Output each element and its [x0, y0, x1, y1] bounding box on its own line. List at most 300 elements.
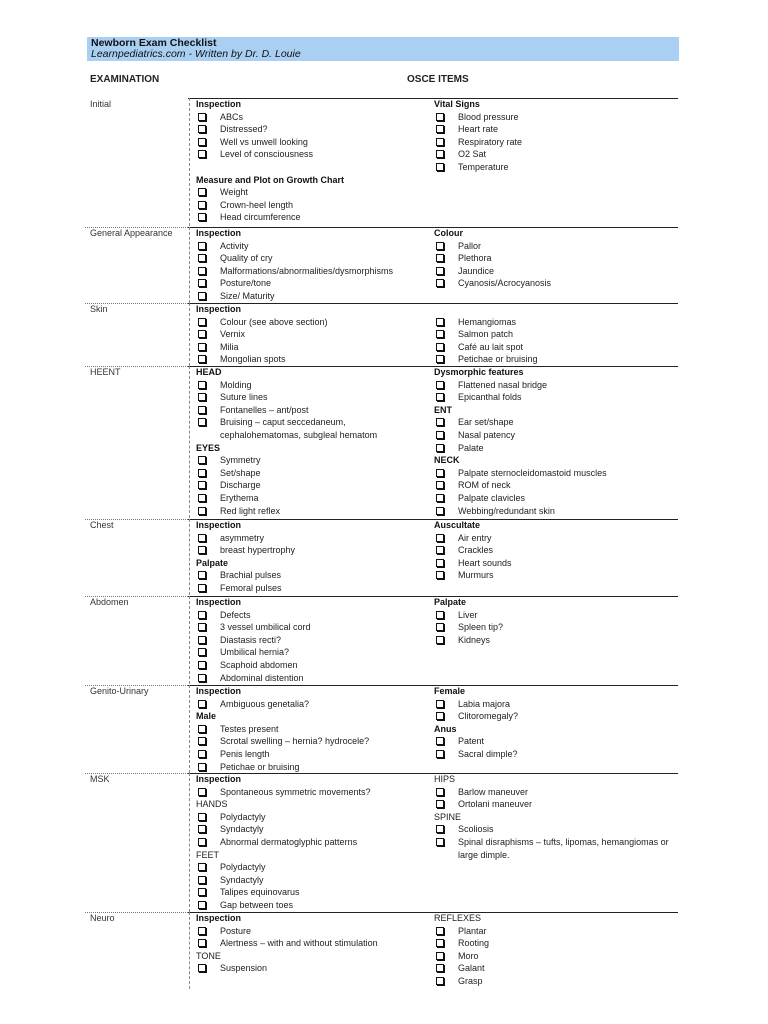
- subsection-label: SPINE: [434, 811, 462, 822]
- checkbox-icon[interactable]: [198, 113, 206, 121]
- checkbox-icon[interactable]: [198, 534, 206, 542]
- checklist-item[interactable]: [196, 748, 369, 761]
- checklist-item-label: Jaundice: [458, 265, 495, 276]
- checkbox-icon[interactable]: [198, 901, 206, 909]
- checkbox-icon[interactable]: [198, 343, 206, 351]
- subsection-label: HIPS: [434, 774, 456, 784]
- checklist-item-label: Moro: [458, 950, 479, 961]
- checklist-item-label: Blood pressure: [458, 111, 519, 122]
- checkbox-icon[interactable]: [198, 318, 206, 326]
- column-separator: [189, 366, 190, 518]
- checklist-item[interactable]: [434, 416, 674, 429]
- checklist-item[interactable]: [434, 786, 674, 799]
- checklist-item[interactable]: [196, 341, 328, 354]
- osce-column: [434, 303, 674, 366]
- checklist-item-label: Bruising – caput seccedaneum,: [220, 417, 346, 428]
- checklist-item[interactable]: [196, 379, 377, 392]
- checklist-item-label: Vernix: [220, 329, 246, 340]
- checkbox-icon[interactable]: [436, 150, 444, 158]
- checklist-item-label: Erythema: [220, 492, 259, 503]
- examination-column: [196, 685, 369, 773]
- document-header: [87, 37, 679, 61]
- checkbox-icon[interactable]: [198, 725, 206, 733]
- subsection-heading: EYES: [196, 442, 221, 453]
- checklist-item-label: Air entry: [458, 532, 492, 543]
- checkbox-icon[interactable]: [198, 750, 206, 758]
- checklist-item[interactable]: [196, 532, 295, 545]
- checkbox-icon[interactable]: [198, 201, 206, 209]
- checklist-item[interactable]: [434, 379, 674, 392]
- checklist-item-label: Café au lait spot: [458, 341, 524, 352]
- osce-column: [434, 912, 674, 988]
- checklist-item-label: Flattened nasal bridge: [458, 379, 548, 390]
- checklist-item-label: Plethora: [458, 253, 492, 264]
- checklist-item-label: Discharge: [220, 480, 261, 491]
- checkbox-icon[interactable]: [436, 381, 444, 389]
- checklist-item[interactable]: [196, 874, 371, 887]
- checkbox-icon[interactable]: [198, 242, 206, 250]
- checklist-item[interactable]: [434, 710, 674, 723]
- checkbox-icon[interactable]: [436, 393, 444, 401]
- column-separator: [189, 227, 190, 303]
- checkbox-icon[interactable]: [198, 876, 206, 884]
- checklist-item-label: Talipes equinovarus: [220, 887, 300, 898]
- checklist-item[interactable]: [196, 416, 377, 429]
- checkbox-icon[interactable]: [198, 267, 206, 275]
- checkbox-icon[interactable]: [436, 138, 444, 146]
- checkbox-icon[interactable]: [198, 507, 206, 515]
- checklist-item-label: Plantar: [458, 925, 487, 936]
- checklist-item[interactable]: [196, 609, 311, 622]
- checkbox-icon[interactable]: [436, 611, 444, 619]
- checklist-item[interactable]: [196, 479, 377, 492]
- checklist-item[interactable]: [196, 659, 311, 672]
- checkbox-icon[interactable]: [198, 825, 206, 833]
- checkbox-icon[interactable]: [436, 125, 444, 133]
- subsection-heading: Inspection: [196, 228, 242, 238]
- checklist-item[interactable]: [434, 505, 674, 518]
- checkbox-icon[interactable]: [436, 481, 444, 489]
- checklist-item[interactable]: [434, 532, 674, 545]
- checklist-item[interactable]: [196, 925, 378, 938]
- checklist-item[interactable]: [434, 252, 674, 265]
- checkbox-icon[interactable]: [436, 952, 444, 960]
- checklist-item-label: Set/shape: [220, 467, 261, 478]
- examination-column: [196, 98, 344, 224]
- subsection-heading: Female: [434, 686, 466, 696]
- checklist-item[interactable]: [196, 723, 369, 736]
- checkbox-icon[interactable]: [198, 546, 206, 554]
- subsection-heading: HEAD: [196, 367, 222, 377]
- checklist-item[interactable]: [434, 265, 674, 278]
- checklist-item-label: Testes present: [220, 723, 279, 734]
- checklist-item[interactable]: [196, 211, 344, 224]
- checklist-item[interactable]: [196, 252, 393, 265]
- checkbox-icon[interactable]: [198, 481, 206, 489]
- checklist-item[interactable]: [434, 429, 674, 442]
- checklist-item[interactable]: [434, 123, 674, 136]
- checkbox-icon[interactable]: [198, 674, 206, 682]
- checkbox-icon[interactable]: [198, 763, 206, 771]
- checklist-item-label: Crown-heel length: [220, 199, 294, 210]
- checkbox-icon[interactable]: [198, 737, 206, 745]
- subsection-heading: Inspection: [196, 304, 242, 314]
- document-subtitle: Learnpediatrics.com - Written by Dr. D. Louie: [91, 48, 301, 60]
- checklist-item[interactable]: [196, 391, 377, 404]
- checkbox-icon[interactable]: [436, 571, 444, 579]
- checkbox-icon[interactable]: [198, 623, 206, 631]
- checkbox-icon[interactable]: [436, 623, 444, 631]
- checklist-item[interactable]: [434, 479, 674, 492]
- checklist-item-label: Respiratory rate: [458, 136, 523, 147]
- checklist-item-label: Defects: [220, 609, 251, 620]
- checklist-item[interactable]: [434, 111, 674, 124]
- section-label: Genito-Urinary: [90, 686, 149, 696]
- section-label: Neuro: [90, 913, 115, 923]
- checklist-item-label: Spinal disraphisms – tufts, lipomas, hemangiomas or: [458, 836, 669, 847]
- checklist-item[interactable]: [434, 950, 674, 963]
- checkbox-icon[interactable]: [198, 418, 206, 426]
- checklist-item-label: Webbing/redundant skin: [458, 505, 555, 516]
- checkbox-icon[interactable]: [198, 927, 206, 935]
- checklist-item-label: Posture/tone: [220, 278, 272, 289]
- checklist-item-label: Abnormal dermatoglyphic patterns: [220, 836, 358, 847]
- checkbox-icon[interactable]: [198, 138, 206, 146]
- checklist-item[interactable]: [196, 761, 369, 774]
- checklist-item-label: Kidneys: [458, 634, 491, 645]
- checklist-item[interactable]: [196, 404, 377, 417]
- checklist-item[interactable]: [434, 937, 674, 950]
- subsection-heading: Palpate: [434, 597, 467, 607]
- checkbox-icon[interactable]: [436, 279, 444, 287]
- checklist-item[interactable]: [196, 698, 369, 711]
- checklist-item[interactable]: [196, 148, 344, 161]
- section-label: Skin: [90, 304, 108, 314]
- checkbox-icon[interactable]: [436, 737, 444, 745]
- checklist-item-label: Abdominal distention: [220, 672, 304, 683]
- examination-column: [196, 366, 377, 517]
- checkbox-icon[interactable]: [198, 584, 206, 592]
- checklist-item[interactable]: [434, 442, 674, 455]
- column-header-osce-items: OSCE ITEMS: [407, 74, 469, 85]
- checklist-item[interactable]: [196, 240, 393, 253]
- checklist-item[interactable]: [434, 735, 674, 748]
- column-separator: [189, 303, 190, 366]
- checkbox-icon[interactable]: [436, 163, 444, 171]
- checklist-item-label: Well vs unwell looking: [220, 136, 308, 147]
- checklist-item[interactable]: [196, 353, 328, 366]
- checklist-item-label: Pallor: [458, 240, 482, 251]
- checklist-item-label: Labia majora: [458, 698, 511, 709]
- checklist-item[interactable]: [196, 544, 295, 557]
- checklist-item[interactable]: [434, 240, 674, 253]
- section-label: Initial: [90, 99, 112, 109]
- checklist-item-label: Symmetry: [220, 455, 261, 466]
- checkbox-icon[interactable]: [198, 494, 206, 502]
- checkbox-icon[interactable]: [436, 559, 444, 567]
- checklist-item-label: Activity: [220, 240, 249, 251]
- checkbox-icon[interactable]: [198, 406, 206, 414]
- checklist-item-label: Scaphoid abdomen: [220, 659, 298, 670]
- checkbox-icon[interactable]: [198, 393, 206, 401]
- checkbox-icon[interactable]: [436, 712, 444, 720]
- checkbox-icon[interactable]: [198, 939, 206, 947]
- osce-column: [434, 519, 674, 582]
- checklist-item-label: Ortolani maneuver: [458, 799, 533, 810]
- checklist-item[interactable]: [434, 634, 674, 647]
- checkbox-icon[interactable]: [198, 150, 206, 158]
- checklist-item-label: Palpate sternocleidomastoid muscles: [458, 467, 607, 478]
- checkbox-icon[interactable]: [198, 330, 206, 338]
- checkbox-icon[interactable]: [198, 213, 206, 221]
- checklist-item[interactable]: [196, 621, 311, 634]
- checklist-item[interactable]: [434, 621, 674, 634]
- examination-column: [196, 227, 393, 303]
- subsection-heading: Anus: [434, 723, 457, 734]
- checklist-item[interactable]: [434, 698, 674, 711]
- checklist-item-continuation: large dimple.: [458, 849, 510, 860]
- subsection-heading: Inspection: [196, 774, 242, 784]
- checklist-item[interactable]: [434, 277, 674, 290]
- checklist-item-label: Fontanelles – ant/post: [220, 404, 309, 415]
- checkbox-icon[interactable]: [436, 242, 444, 250]
- checklist-item-label: Patent: [458, 736, 485, 747]
- column-separator: [189, 773, 190, 912]
- column-separator: [189, 685, 190, 773]
- checkbox-icon[interactable]: [198, 611, 206, 619]
- checkbox-icon[interactable]: [436, 838, 444, 846]
- checklist-item[interactable]: [196, 505, 377, 518]
- checkbox-icon[interactable]: [198, 788, 206, 796]
- checklist-item[interactable]: [196, 277, 393, 290]
- checklist-item[interactable]: [196, 111, 344, 124]
- subsection-heading: Inspection: [196, 520, 242, 530]
- checkbox-icon[interactable]: [436, 927, 444, 935]
- checkbox-icon[interactable]: [198, 571, 206, 579]
- checklist-item-label: Murmurs: [458, 570, 494, 581]
- checklist-item[interactable]: [196, 886, 371, 899]
- examination-column: [196, 773, 371, 912]
- checklist-item[interactable]: [196, 735, 369, 748]
- checklist-item[interactable]: [196, 265, 393, 278]
- checklist-item[interactable]: [196, 811, 371, 824]
- checklist-item[interactable]: [434, 544, 674, 557]
- checklist-item-label: Posture: [220, 925, 252, 936]
- checklist-item[interactable]: [434, 836, 674, 849]
- checkbox-icon[interactable]: [436, 788, 444, 796]
- checkbox-icon[interactable]: [198, 648, 206, 656]
- checklist-item[interactable]: [434, 341, 674, 354]
- checkbox-icon[interactable]: [436, 546, 444, 554]
- checklist-item-label: Clitoromegaly?: [458, 711, 519, 722]
- checkbox-icon[interactable]: [436, 750, 444, 758]
- checklist-item-label: Petichae or bruising: [458, 354, 538, 365]
- checklist-item-label: Heart sounds: [458, 557, 512, 568]
- checkbox-icon[interactable]: [436, 444, 444, 452]
- checklist-item[interactable]: [434, 962, 674, 975]
- checkbox-icon[interactable]: [436, 534, 444, 542]
- checklist-item-label: Colour (see above section): [220, 316, 328, 327]
- checklist-item[interactable]: [196, 136, 344, 149]
- checklist-item[interactable]: [434, 148, 674, 161]
- checklist-item-continuation: cephalohematomas, subgleal hematom: [220, 429, 378, 440]
- checklist-item[interactable]: [196, 937, 378, 950]
- checkbox-icon[interactable]: [198, 456, 206, 464]
- checkbox-icon[interactable]: [436, 113, 444, 121]
- checklist-item-label: Gap between toes: [220, 899, 294, 910]
- section-label: MSK: [90, 774, 110, 784]
- checklist-item[interactable]: [196, 454, 377, 467]
- checkbox-icon[interactable]: [436, 343, 444, 351]
- checklist-item[interactable]: [196, 899, 371, 912]
- checkbox-icon[interactable]: [436, 330, 444, 338]
- checklist-item-label: Brachial pulses: [220, 570, 282, 581]
- osce-column: [434, 685, 674, 761]
- checklist-item[interactable]: [196, 634, 311, 647]
- checkbox-icon[interactable]: [436, 355, 444, 363]
- subsection-label: FEET: [196, 849, 220, 860]
- checklist-item[interactable]: [434, 609, 674, 622]
- checklist-item[interactable]: [434, 492, 674, 505]
- checklist-item[interactable]: [434, 925, 674, 938]
- subsection-heading: Vital Signs: [434, 99, 480, 109]
- checklist-item[interactable]: [434, 569, 674, 582]
- checklist-item-label: Galant: [458, 963, 485, 974]
- subsection-heading: Auscultate: [434, 520, 481, 530]
- checklist-item[interactable]: [196, 328, 328, 341]
- checkbox-icon[interactable]: [198, 279, 206, 287]
- checklist-item-label: Suspension: [220, 963, 268, 974]
- checklist-item-label: Quality of cry: [220, 253, 273, 264]
- subsection-heading: Dysmorphic features: [434, 367, 524, 377]
- checkbox-icon[interactable]: [436, 418, 444, 426]
- checkbox-icon[interactable]: [436, 469, 444, 477]
- checkbox-icon[interactable]: [198, 813, 206, 821]
- section-label: Abdomen: [90, 597, 129, 607]
- checkbox-icon[interactable]: [436, 318, 444, 326]
- column-header-examination: EXAMINATION: [90, 74, 160, 85]
- checkbox-icon[interactable]: [198, 292, 206, 300]
- checklist-item[interactable]: [196, 836, 371, 849]
- checkbox-icon[interactable]: [436, 494, 444, 502]
- subsection-label: HANDS: [196, 799, 228, 810]
- checkbox-icon[interactable]: [436, 431, 444, 439]
- checkbox-icon[interactable]: [198, 700, 206, 708]
- osce-column: [434, 596, 674, 646]
- checklist-item[interactable]: [434, 161, 674, 174]
- checklist-item[interactable]: [196, 199, 344, 212]
- checklist-item[interactable]: [434, 798, 674, 811]
- checkbox-icon[interactable]: [198, 125, 206, 133]
- checkbox-icon[interactable]: [436, 800, 444, 808]
- checklist-item[interactable]: [196, 123, 344, 136]
- checkbox-icon[interactable]: [436, 636, 444, 644]
- checklist-item-label: Milia: [220, 341, 239, 352]
- checklist-item-label: Ambiguous genetalia?: [220, 698, 310, 709]
- checkbox-icon[interactable]: [198, 188, 206, 196]
- checklist-item[interactable]: [196, 646, 311, 659]
- checkbox-icon[interactable]: [436, 700, 444, 708]
- checkbox-icon[interactable]: [436, 825, 444, 833]
- checklist-item-label: Distressed?: [220, 124, 268, 135]
- checkbox-icon[interactable]: [436, 977, 444, 985]
- checkbox-icon[interactable]: [198, 888, 206, 896]
- checkbox-icon[interactable]: [198, 838, 206, 846]
- checklist-item[interactable]: [196, 962, 378, 975]
- checklist-item[interactable]: [196, 316, 328, 329]
- checklist-item[interactable]: [196, 186, 344, 199]
- checklist-item[interactable]: [434, 391, 674, 404]
- checklist-item[interactable]: [434, 353, 674, 366]
- checklist-item-label: Head circumference: [220, 212, 301, 223]
- checklist-item[interactable]: [434, 823, 674, 836]
- subsection-heading: Colour: [434, 228, 463, 238]
- checkbox-icon[interactable]: [198, 661, 206, 669]
- checkbox-icon[interactable]: [436, 507, 444, 515]
- document-title: Newborn Exam Checklist: [91, 37, 217, 49]
- section-label: HEENT: [90, 367, 121, 377]
- column-separator: [189, 596, 190, 684]
- column-separator: [189, 98, 190, 226]
- checklist-item[interactable]: [434, 467, 674, 480]
- checklist-item[interactable]: [196, 467, 377, 480]
- checklist-item-label: ROM of neck: [458, 480, 511, 491]
- subsection-label: TONE: [196, 950, 221, 961]
- checklist-item-label: O2 Sat: [458, 149, 487, 160]
- examination-column: [196, 519, 295, 595]
- checklist-item[interactable]: [196, 290, 393, 303]
- checklist-item[interactable]: [434, 316, 674, 329]
- checkbox-icon[interactable]: [436, 964, 444, 972]
- checkbox-icon[interactable]: [436, 939, 444, 947]
- checklist-item[interactable]: [434, 557, 674, 570]
- checklist-item[interactable]: [196, 861, 371, 874]
- checklist-item-label: Liver: [458, 609, 478, 620]
- checklist-item-label: Heart rate: [458, 124, 499, 135]
- checklist-item-label: Nasal patency: [458, 429, 516, 440]
- checklist-item[interactable]: [196, 823, 371, 836]
- checkbox-icon[interactable]: [436, 254, 444, 262]
- checklist-item-label: Diastasis recti?: [220, 634, 282, 645]
- checklist-item-label: Malformations/abnormalities/dysmorphisms: [220, 265, 394, 276]
- section-label: Chest: [90, 520, 114, 530]
- checkbox-icon[interactable]: [198, 964, 206, 972]
- checklist-item-label: breast hypertrophy: [220, 545, 296, 556]
- checklist-item[interactable]: [434, 136, 674, 149]
- checklist-item[interactable]: [434, 975, 674, 988]
- subsection-label: REFLEXES: [434, 913, 482, 923]
- checkbox-icon[interactable]: [198, 254, 206, 262]
- examination-column: [196, 912, 378, 975]
- subsection-heading: NECK: [434, 455, 460, 466]
- checklist-item[interactable]: [196, 582, 295, 595]
- checkbox-icon[interactable]: [198, 355, 206, 363]
- checklist-item[interactable]: [434, 328, 674, 341]
- osce-column: [434, 227, 674, 290]
- checklist-item[interactable]: [196, 786, 371, 799]
- checklist-item-label: Umbilical hernia?: [220, 647, 290, 658]
- checklist-item[interactable]: [196, 672, 311, 685]
- checkbox-icon[interactable]: [198, 863, 206, 871]
- checkbox-icon[interactable]: [436, 267, 444, 275]
- checkbox-icon[interactable]: [198, 469, 206, 477]
- checklist-item-label: Syndactyly: [220, 824, 264, 835]
- checklist-item[interactable]: [196, 569, 295, 582]
- checkbox-icon[interactable]: [198, 381, 206, 389]
- checklist-item[interactable]: [196, 492, 377, 505]
- checkbox-icon[interactable]: [198, 636, 206, 644]
- checklist-item[interactable]: [434, 748, 674, 761]
